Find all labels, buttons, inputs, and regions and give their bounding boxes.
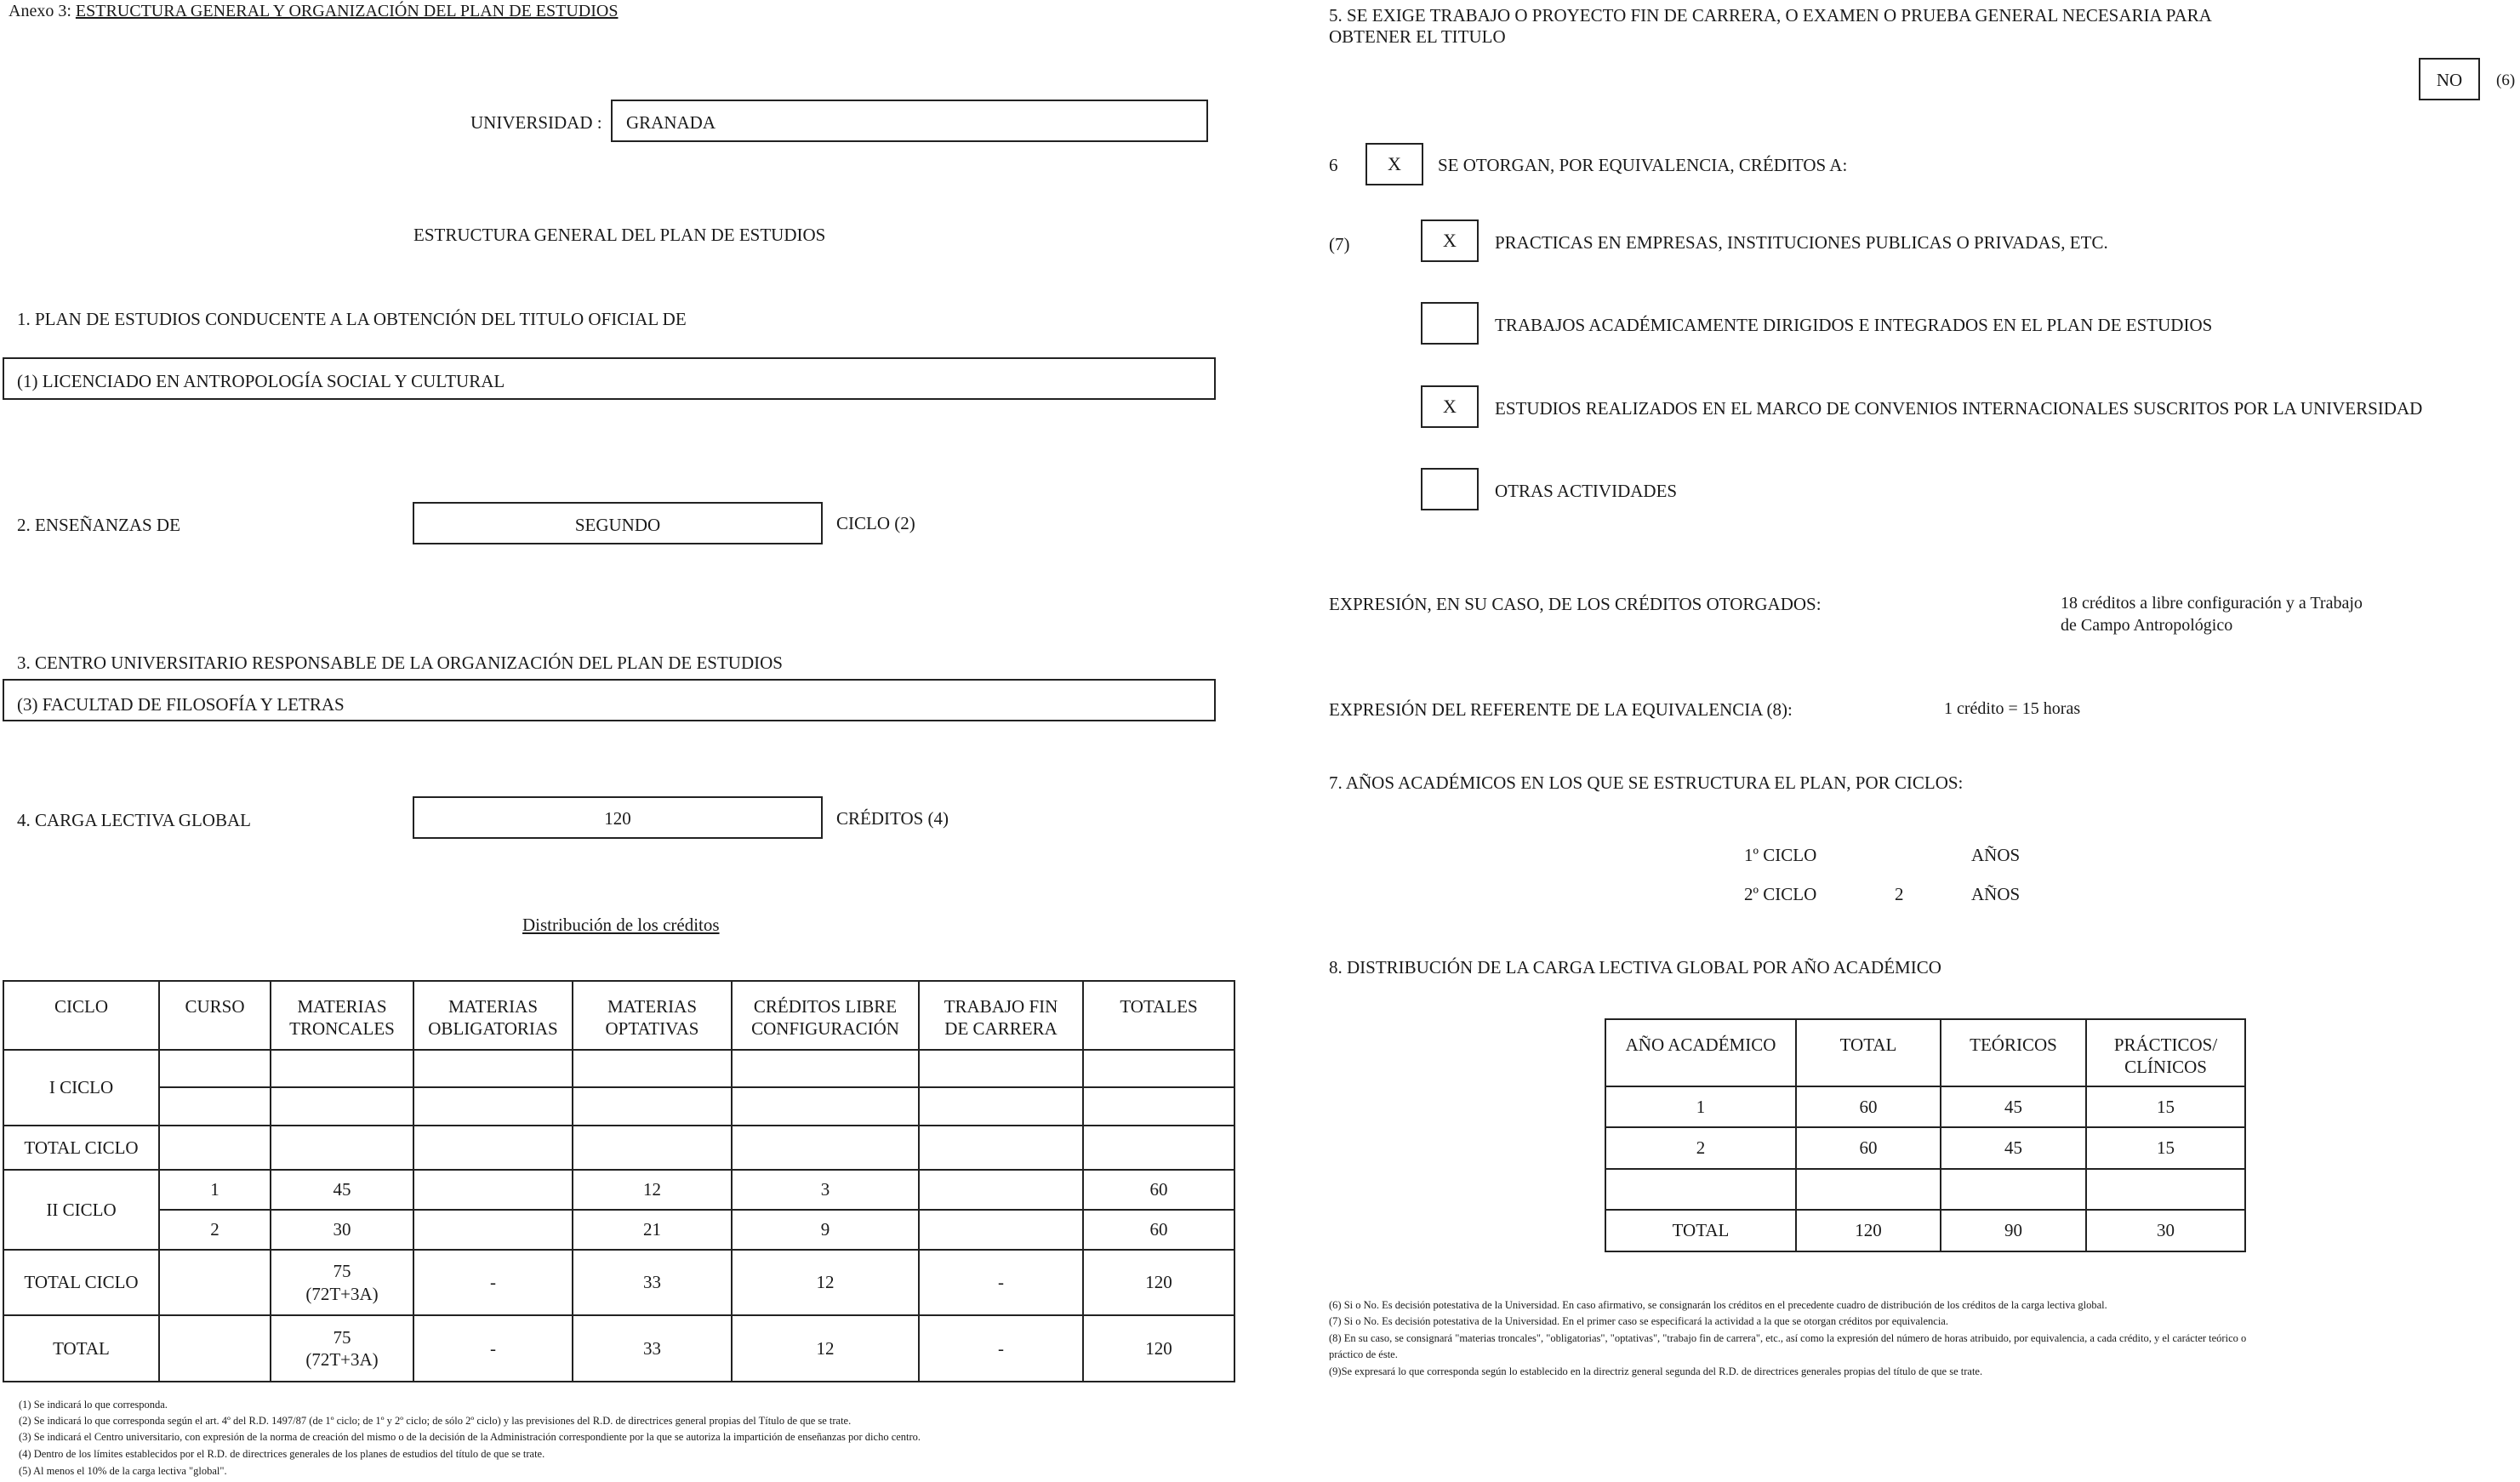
- degree-title-value: (1) LICENCIADO EN ANTROPOLOGÍA SOCIAL Y CULTURAL: [17, 371, 505, 391]
- final-project-ref: (6): [2496, 71, 2516, 89]
- footnote: (2) Se indicará lo que corresponda según el art. 4º del R.D. 1497/87 (de 1º ciclo; de 1º y 2º ciclo; de sólo 2º ciclo) y las previsiones del R.D. de directrices general propias del Título de que se trate.: [19, 1415, 852, 1427]
- table-cell: 120: [1796, 1210, 1941, 1251]
- table-cell: [159, 1126, 271, 1170]
- table-cell: 2: [159, 1210, 271, 1250]
- table-cell: 30: [271, 1210, 413, 1250]
- label-other-activities: OTRAS ACTIVIDADES: [1495, 481, 1678, 501]
- table-cell: 120: [1083, 1250, 1234, 1315]
- section-6-label: SE OTORGAN, POR EQUIVALENCIA, CRÉDITOS A:: [1438, 155, 1848, 175]
- table-cell: -: [919, 1250, 1083, 1315]
- table-cell: TOTAL: [1605, 1210, 1796, 1251]
- label-international-studies: ESTUDIOS REALIZADOS EN EL MARCO DE CONVENIOS INTERNACIONALES SUSCRITOS POR LA UNIVERSIDAD: [1495, 398, 2423, 419]
- table-header-row: [1605, 1019, 2245, 1086]
- table-cell: [271, 1050, 413, 1087]
- table-cell: 2: [1605, 1127, 1796, 1169]
- table-cell: [413, 1210, 573, 1250]
- footnote: (4) Dentro de los límites establecidos por el R.D. de directrices generales de los planes de estudios del título de que se trate.: [19, 1448, 545, 1460]
- table-cell: [159, 1315, 271, 1382]
- cycle-1-unit: AÑOS: [1971, 845, 2021, 865]
- table-cell: 21: [573, 1210, 732, 1250]
- table-row: [3, 1170, 1234, 1210]
- footnote: (6) Si o No. Es decisión potestativa de la Universidad. En caso afirmativo, se consignarán los créditos en el precedente cuadro de distribución de los créditos de la carga lectiva global.: [1329, 1299, 2107, 1311]
- table-cell: 60: [1083, 1210, 1234, 1250]
- section-7-ref: (7): [1329, 234, 1350, 254]
- table-cell: 1: [159, 1170, 271, 1210]
- table-cell: 120: [1083, 1315, 1234, 1382]
- distribution-title: Distribución de los créditos: [522, 915, 720, 935]
- table-row: [3, 1050, 1234, 1087]
- checkbox-academic-work: [1421, 302, 1479, 345]
- table-cell: [271, 1087, 413, 1126]
- annex-heading: [9, 2, 618, 21]
- table-cell: 33: [573, 1315, 732, 1382]
- table-cell: [732, 1050, 919, 1087]
- label-academic-work: TRABAJOS ACADÉMICAMENTE DIRIGIDOS E INTEGRADOS EN EL PLAN DE ESTUDIOS: [1495, 315, 2213, 335]
- credits-expression-label: EXPRESIÓN, EN SU CASO, DE LOS CRÉDITOS OTORGADOS:: [1329, 594, 1822, 614]
- table-cell: [573, 1126, 732, 1170]
- table-cell: [271, 1126, 413, 1170]
- table-cell: 15: [2086, 1086, 2245, 1127]
- header-cell: TRABAJO FIN DE CARRERA: [919, 981, 1083, 1050]
- header-cell: TOTAL: [1796, 1019, 1941, 1086]
- table-row: [3, 1210, 1234, 1250]
- header-cell: TEÓRICOS: [1941, 1019, 2086, 1086]
- section-4-label: 4. CARGA LECTIVA GLOBAL: [17, 810, 251, 830]
- section-3-label: 3. CENTRO UNIVERSITARIO RESPONSABLE DE LA ORGANIZACIÓN DEL PLAN DE ESTUDIOS: [17, 653, 783, 673]
- table-cell: [919, 1210, 1083, 1250]
- table-row: [1605, 1169, 2245, 1210]
- table-row: [1605, 1086, 2245, 1127]
- table-cell: 1: [1605, 1086, 1796, 1127]
- table-cell: 12: [573, 1170, 732, 1210]
- section-6-number: 6: [1329, 155, 1338, 175]
- university-label: UNIVERSIDAD :: [470, 112, 602, 133]
- table-cell: 30: [2086, 1210, 2245, 1251]
- cycle-cell: I CICLO: [3, 1050, 159, 1126]
- header-cell: PRÁCTICOS/ CLÍNICOS: [2086, 1019, 2245, 1086]
- footnote: (3) Se indicará el Centro universitario, con expresión de la norma de creación del mismo o de la decisión de la Administración correspondiente por la que se autoriza la impartición de enseñanzas por dicho centro.: [19, 1431, 921, 1443]
- credits-expression-value-1: 18 créditos a libre configuración y a Trabajo: [2061, 594, 2363, 613]
- table-cell: 3: [732, 1170, 919, 1210]
- table-row: [3, 1315, 1234, 1382]
- table-header-row: [3, 981, 1234, 1050]
- table-cell: [573, 1087, 732, 1126]
- table-cell: 60: [1796, 1127, 1941, 1169]
- table-cell: 75 (72T+3A): [271, 1250, 413, 1315]
- table-cell: [159, 1050, 271, 1087]
- table-row: [3, 1126, 1234, 1170]
- table-cell: [732, 1126, 919, 1170]
- table-cell: [413, 1050, 573, 1087]
- checkbox-international-studies: X: [1421, 385, 1479, 428]
- header-cell: MATERIAS OBLIGATORIAS: [413, 981, 573, 1050]
- footnote: (8) En su caso, se consignará "materias troncales", "obligatorias", "optativas", "trabajo fin de carrera", etc., así como la expresión del número de horas atribuido, por equivalencia, a cada crédito, y el carácter teórico o: [1329, 1332, 2247, 1344]
- header-cell: CRÉDITOS LIBRE CONFIGURACIÓN: [732, 981, 919, 1050]
- cycle-2-unit: AÑOS: [1971, 884, 2021, 904]
- label-internships: PRACTICAS EN EMPRESAS, INSTITUCIONES PUBLICAS O PRIVADAS, ETC.: [1495, 232, 2108, 253]
- table-row: [1605, 1127, 2245, 1169]
- section-7-label: 7. AÑOS ACADÉMICOS EN LOS QUE SE ESTRUCTURA EL PLAN, POR CICLOS:: [1329, 772, 1964, 793]
- table-cell: -: [413, 1315, 573, 1382]
- table-cell: 45: [1941, 1127, 2086, 1169]
- table-cell: [413, 1126, 573, 1170]
- university-value: GRANADA: [626, 112, 716, 133]
- table-cell: 15: [2086, 1127, 2245, 1169]
- table-cell: [919, 1170, 1083, 1210]
- table-cell: 9: [732, 1210, 919, 1250]
- table-cell: [573, 1050, 732, 1087]
- footnote: práctico de éste.: [1329, 1348, 1398, 1360]
- table-cell: [1083, 1087, 1234, 1126]
- section-8-label: 8. DISTRIBUCIÓN DE LA CARGA LECTIVA GLOBAL POR AÑO ACADÉMICO: [1329, 957, 1941, 978]
- section-1-label: 1. PLAN DE ESTUDIOS CONDUCENTE A LA OBTENCIÓN DEL TITULO OFICIAL DE: [17, 309, 687, 329]
- header-cell: CICLO: [3, 981, 159, 1050]
- table-cell: [413, 1087, 573, 1126]
- table-cell: [159, 1087, 271, 1126]
- table-cell: 90: [1941, 1210, 2086, 1251]
- center-value: (3) FACULTAD DE FILOSOFÍA Y LETRAS: [17, 694, 345, 715]
- table-cell: 45: [1941, 1086, 2086, 1127]
- header-cell: MATERIAS TRONCALES: [271, 981, 413, 1050]
- table-cell: [919, 1050, 1083, 1087]
- total-cell: TOTAL: [3, 1315, 159, 1382]
- table-cell: [413, 1170, 573, 1210]
- header-cell: MATERIAS OPTATIVAS: [573, 981, 732, 1050]
- table-row: [3, 1087, 1234, 1126]
- table-cell: [919, 1126, 1083, 1170]
- checkbox-internships: X: [1421, 219, 1479, 262]
- footnote: (7) Si o No. Es decisión potestativa de la Universidad. En el primer caso se especificará la actividad a la que se otorgan créditos por equivalencia.: [1329, 1315, 1948, 1327]
- table-cell: [2086, 1169, 2245, 1210]
- table-cell: [159, 1250, 271, 1315]
- credits-expression-value-2: de Campo Antropológico: [2061, 616, 2233, 635]
- equivalence-reference-label: EXPRESIÓN DEL REFERENTE DE LA EQUIVALENCIA (8):: [1329, 699, 1793, 720]
- cycle-2-label: 2º CICLO: [1744, 884, 1817, 904]
- checkbox-other-activities: [1421, 468, 1479, 510]
- section-5-label-line2: OBTENER EL TITULO: [1329, 26, 1506, 47]
- cycle-value: SEGUNDO: [574, 515, 661, 535]
- header-cell: TOTALES: [1083, 981, 1234, 1050]
- total-cycle-cell: TOTAL CICLO: [3, 1250, 159, 1315]
- header-cell: CURSO: [159, 981, 271, 1050]
- total-cycle-cell: TOTAL CICLO: [3, 1126, 159, 1170]
- table-cell: [1941, 1169, 2086, 1210]
- table-cell: [1605, 1169, 1796, 1210]
- table-cell: [1796, 1169, 1941, 1210]
- cycle-1-label: 1º CICLO: [1744, 845, 1817, 865]
- table-cell: [919, 1087, 1083, 1126]
- table-cell: -: [919, 1315, 1083, 1382]
- table-cell: 45: [271, 1170, 413, 1210]
- table-cell: 60: [1083, 1170, 1234, 1210]
- cycle-suffix: CICLO (2): [836, 513, 915, 533]
- table-cell: 60: [1796, 1086, 1941, 1127]
- table-cell: [1083, 1126, 1234, 1170]
- table-cell: [1083, 1050, 1234, 1087]
- table-cell: -: [413, 1250, 573, 1315]
- equivalence-reference-value: 1 crédito = 15 horas: [1944, 699, 2081, 718]
- section-5-label-line1: 5. SE EXIGE TRABAJO O PROYECTO FIN DE CARRERA, O EXAMEN O PRUEBA GENERAL NECESARIA PARA: [1329, 5, 2212, 26]
- footnote: (1) Se indicará lo que corresponda.: [19, 1399, 168, 1411]
- table-cell: 75 (72T+3A): [271, 1315, 413, 1382]
- table-cell: [732, 1087, 919, 1126]
- credits-value: 120: [604, 808, 631, 829]
- footnote: (5) Al menos el 10% de la carga lectiva "global".: [19, 1465, 227, 1477]
- table-cell: 12: [732, 1315, 919, 1382]
- table-cell: 12: [732, 1250, 919, 1315]
- section-2-label: 2. ENSEÑANZAS DE: [17, 515, 180, 535]
- table-cell: 33: [573, 1250, 732, 1315]
- header-cell: AÑO ACADÉMICO: [1605, 1019, 1796, 1086]
- table-row: [3, 1250, 1234, 1315]
- final-project-value: NO: [2436, 70, 2463, 90]
- credits-suffix: CRÉDITOS (4): [836, 808, 949, 829]
- table-row: [1605, 1210, 2245, 1251]
- footnote: (9)Se expresará lo que corresponda según lo establecido en la directriz general segunda del R.D. de directrices generales propias del título de que se trate.: [1329, 1365, 1983, 1377]
- annex-title: ESTRUCTURA GENERAL Y ORGANIZACIÓN DEL PLAN DE ESTUDIOS: [75, 2, 619, 20]
- credit-distribution-table: [3, 980, 1235, 1382]
- structure-title: ESTRUCTURA GENERAL DEL PLAN DE ESTUDIOS: [413, 225, 826, 245]
- cycle-cell: II CICLO: [3, 1170, 159, 1250]
- annex-prefix: Anexo 3:: [9, 2, 76, 20]
- equivalence-checkbox: X: [1365, 143, 1423, 185]
- academic-year-table: [1605, 1018, 2246, 1252]
- cycle-2-value: 2: [1895, 884, 1904, 904]
